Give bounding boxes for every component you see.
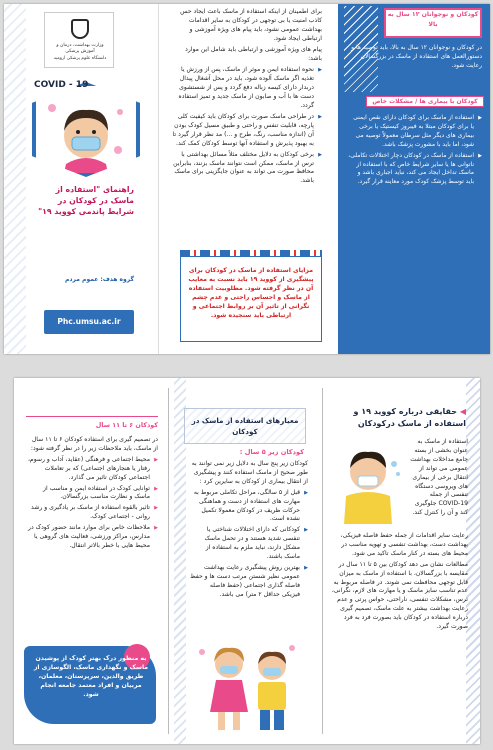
cover-panel (4, 4, 159, 354)
logo-subtitle: دانشگاه علوم پزشکی ارومیه (53, 56, 107, 61)
arrow-icon: ◀ (459, 407, 466, 416)
covid-badge: COVID - 19 (34, 80, 89, 90)
facts-body (328, 532, 468, 632)
under-5-item-development: ▶ قبل از ۵ سالگی، مراحل تکاملی مربوط به مهارت های استفاده از دست و هماهنگی حرکات ظریف در کودکان معمولا تکمیل نشده است. (190, 489, 308, 525)
facts-paragraph-3: مطالعات نشان می دهد کودکان بین ۵ تا ۱۱ سال در مقایسه با بزرگسالان، با استفاده از ماسک به میزان قابل توجهی محافظت نمی شوند. در فاصله مربوط به عدم تناسب سایز ماسک و یا مهارت های لازم، نگرانی، ترس، مشکلات تنفسی، ناراحتی، حواس پرتی و عدم رعایت بهداشت بیشتر به علت ماسک، تصمیم گیری درباره استفاده در کودکان باید بصورت فرد به فرد صورت گیرد. (331, 560, 468, 631)
messages-panel (172, 8, 322, 188)
facts-paragraph-1: استفاده از ماسک به عنوان بخشی از بسته جامع مداخلات بهداشت عمومی می تواند از انتقال برخی از بیماری های ویروسی دستگاه تنفسی از جمله COVID-19 جلوگیری کند و آن را کنترل کند. (410, 438, 468, 517)
target-group: گروه هدف: عموم مردم (65, 276, 134, 283)
consideration-special: ▶ ملاحظات خاص برای موارد مانند حضور کودک در مدارس، مراکز ورزشی، فعالیت های گروهی یا محیط هایی با خطر بالاتر انتقال. (26, 524, 158, 551)
section-12-plus-text (348, 44, 482, 71)
brochure-outer-sheet (4, 4, 490, 354)
message-item-safe-use: ▶ نحوه استفاده ایمن و موثر از ماسک، پس از ورزش یا تغذیه اگر ماسک آلوده شود، باید در محل آشغال پیدال دربدار دارای کیسه زباله دفع گردد و پس از شستشوی دست ها با آب و صابون از ماسک جدید و تمیز استفاده گردد. (172, 66, 322, 111)
children-6-11-intro: در تصمیم گیری برای استفاده کودکان ۶ تا ۱۱ سال از ماسک، باید ملاحظات زیر را در نظر گرفته شود: (30, 436, 158, 452)
decorative-stripe (4, 4, 26, 354)
children-6-11-panel (14, 378, 164, 744)
facts-intro (410, 438, 468, 518)
facts-paragraph-2: رعایت سایر اقدامات از جمله حفظ فاصله فیزیکی، بهداشت دست، بهداشت تنفسی و تهویه مناسب در محیط های بسته در کنار ماسک تاکید می شود. (340, 532, 468, 557)
special-item-immunodeficiency: ▶ استفاده از ماسک برای کودکان دارای نقص ایمنی یا برای کودکان مبتلا به فیبروز کیستیک یا برخی بیماری های دیگر مثل سرطان معمولاً توصیه می شود، اما باید با مشورت پزشک باشد. (348, 114, 482, 150)
under-5-item-disorders: ▶ کودکانی که دارای اختلالات شناختی یا تنفسی شدید هستند و در تحمل ماسک مشکل دارند، نباید ملزم به استفاده از ماسک باشند. (190, 526, 308, 562)
benefit-note-text: مزایای استفاده از ماسک در کودکان برای پیشگیری از کووید ۱۹ باید نسبت به معایب آن در نظر گرفته شود. مطلوبیت استفاده از ماسک و احساس راحتی و عدم چشم نگرانی از تاثیر آن بر روابط اجتماعی و ارتباطی باید سنجیده شود. (188, 267, 314, 319)
text-12-plus: در کودکان و نوجوانان ۱۲ سال به بالا، باید توصیه ها و دستورالعمل های استفاده از ماسک در بزرگسالان رعایت شود. (351, 44, 482, 69)
masked-boy-illustration (36, 86, 136, 173)
covid-illustration-frame (32, 82, 140, 177)
masked-children-illustration (194, 636, 304, 736)
message-item-face-shield: ▶ برخی کودکان به دلایل مختلف مثلاً مسائل بهداشتی با ترس از ماسک، ممکن است نتوانند ماسک بزنند، بنابراین محافظ صورت می تواند به عنوان جایگزینی برای ماسک باشد. (172, 151, 322, 187)
decorative-stripe (466, 378, 480, 744)
messages-lead: پیام های ویژه آموزشی و ارتباطی باید شامل این موارد باشد: (185, 45, 322, 62)
modeling-note-text: به منظور درک بهتر کودک از پوشیدن ماسک و نگهداری ماسک، الگوسازی از طریق والدین، سرپرستان، معلمان، مربیان و افراد معتمد جامعه انجام شود. (33, 655, 149, 698)
special-conditions-text (348, 114, 482, 189)
fold-line (168, 388, 169, 734)
special-item-developmental: ▶ استفاده از ماسک در کودکان دچار اختلالات تکاملی، ناتوانی ها یا سایر شرایط خاص که با استفاده از ماسک تداخل ایجاد می کند، نباید اجباری باشد و باید توسط پزشک کودک مورد معاینه قرار گیرد. (348, 152, 482, 188)
divider (26, 416, 158, 417)
under-5-heading: کودکان زیر ۵ سال : (239, 448, 304, 456)
messages-intro: برای اطمینان از اینکه استفاده از ماسک باعث ایجاد حس کاذب امنیت یا بی توجهی در کودکان به سایر اقدامات بهداشت عمومی نشود، باید پیام های ویژه آموزشی و ارتباطی ایجاد شود. (180, 8, 322, 42)
message-item-mask-design: ▶ در طراحی ماسک صورت برای کودکان باید کیفیت کلی پارچه، قابلیت تنفس و راحتی و طبیق مسیل کودک بودن آن (اندازه مناسب، رنگ، طرح و ...) مد نظر قرار گیرد تا به بهبود پذیرش و استفاده آنها توسط کودکان کمک کند. (172, 113, 322, 149)
fold-line (322, 388, 323, 734)
website-url[interactable]: Phc.umsu.ac.ir (44, 310, 134, 334)
facts-title-text: حقایقی درباره کووید ۱۹ و استفاده از ماسک درکودکان (353, 407, 466, 428)
section-heading-12-plus: کودکان و نوجوانان ۱۲ سال به بالا (384, 8, 482, 38)
section-heading-6-11: کودکان ۶ تا ۱۱ سال (95, 421, 158, 429)
under-5-text (190, 460, 308, 602)
consideration-learning: ▶ تاثیر بالقوه استفاده از ماسک بر یادگیری و رشد روانی - اجتماعی کودک. (26, 504, 158, 522)
under-5-item-prevention: ▶ بهترین روش پیشگیری رعایت بهداشت عمومی نظیر شستن مرتب دست ها و حفظ فاصله گذاری اجتماعی (حفظ فاصله فیزیکی حداقل ۲ متر) می باشد. (190, 564, 308, 600)
ministry-logo (44, 12, 114, 68)
criteria-title: معیارهای استفاده از ماسک در کودکان (184, 408, 306, 444)
sneezing-boy-illustration (332, 444, 404, 524)
emblem-icon (71, 19, 89, 39)
brochure-inner-sheet (14, 378, 480, 744)
brochure-title: راهنمای "استفاده از ماسک در کودکان در شرایط پاندمی کووید ۱۹" (38, 185, 134, 216)
children-6-11-text (26, 436, 158, 553)
consideration-social: ▶ محیط اجتماعی و فرهنگی (عقاید، آداب و رسوم، رفتار یا هنجارهای اجتماعی) که بر تعاملات اجتماعی کودکان تاثیر می گذارد. (26, 456, 158, 483)
section-heading-special-conditions: کودکان با بیماری ها / مشکلات خاص (366, 96, 484, 107)
under-5-intro: کودکان زیر پنج سال به دلایل زیر نمی توانند به طور صحیح از ماسک استفاده کنند و پیشگیری از انتقال بیماری از کودکان به سایرین کرد : (191, 460, 308, 485)
consideration-ability: ▶ توانایی کودک در استفاده ایمن و مناسب از ماسک و نظارت مناسب بزرگسالان. (26, 485, 158, 503)
logo-title: وزارت بهداشت، درمان و آموزش پزشکی (56, 43, 104, 54)
facts-title (326, 406, 466, 430)
